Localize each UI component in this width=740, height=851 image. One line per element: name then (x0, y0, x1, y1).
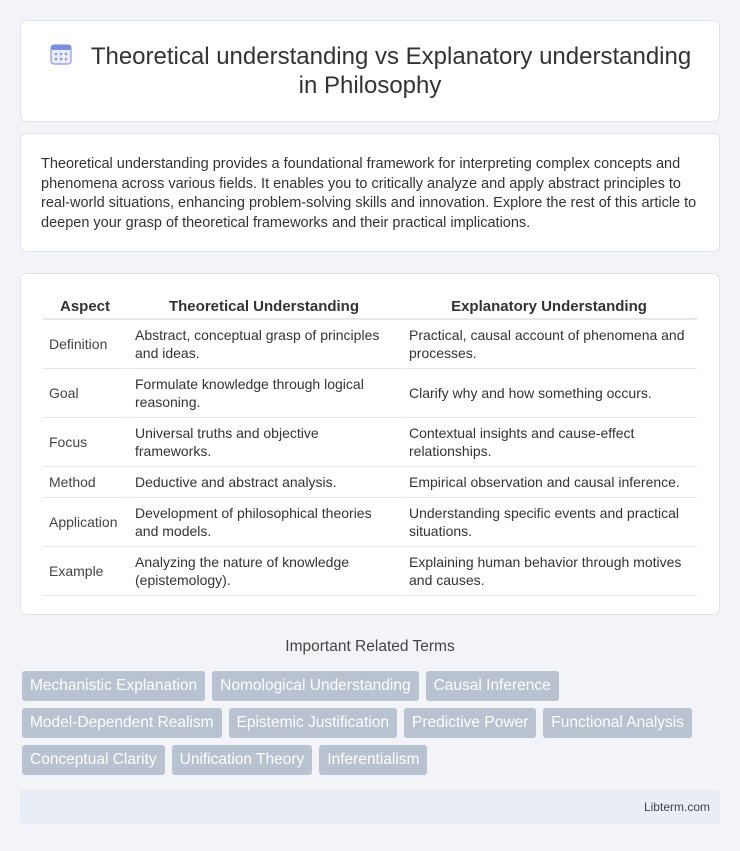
row-explanatory: Clarify why and how something occurs. (401, 369, 697, 418)
related-term-tag[interactable]: Causal Inference (426, 671, 559, 701)
footer (20, 790, 720, 824)
footer-brand-link[interactable]: Libterm.com (643, 800, 710, 814)
related-terms-list (22, 671, 718, 775)
row-explanatory: Understanding specific events and practical situations. (401, 498, 697, 547)
related-term-tag[interactable]: Conceptual Clarity (22, 745, 165, 775)
title-card (20, 20, 720, 122)
row-explanatory: Practical, causal account of phenomena and processes. (401, 320, 697, 369)
row-theoretical: Development of philosophical theories and models. (127, 498, 401, 547)
row-explanatory: Explaining human behavior through motives and causes. (401, 547, 697, 596)
table-row (43, 547, 697, 596)
intro-card (20, 133, 720, 252)
row-theoretical: Universal truths and objective frameworks. (127, 418, 401, 467)
intro-paragraph: Theoretical understanding provides a foundational framework for interpreting complex concepts and phenomena across various fields. It enables you to critically analyze and apply abstract principles to real-world situations, enhancing problem-solving skills and innovation. Explore the rest of this article to deepen your grasp of theoretical frameworks and their practical implications. (41, 156, 697, 231)
calendar-icon (49, 42, 73, 66)
comparison-table-card (20, 273, 720, 615)
related-term-tag[interactable]: Inferentialism (319, 745, 427, 775)
header-aspect: Aspect (43, 296, 127, 320)
row-theoretical: Deductive and abstract analysis. (127, 467, 401, 498)
related-term-tag[interactable]: Epistemic Justification (229, 708, 397, 738)
table-header-row (43, 296, 697, 320)
related-term-tag[interactable]: Model-Dependent Realism (22, 708, 222, 738)
related-terms-heading: Important Related Terms (285, 638, 455, 655)
table-row (43, 418, 697, 467)
comparison-table (43, 296, 697, 596)
header-theoretical: Theoretical Understanding (127, 296, 401, 320)
page-title-text: Theoretical understanding vs Explanatory understanding in Philosophy (90, 43, 692, 99)
page-title (43, 42, 697, 100)
table-row (43, 369, 697, 418)
related-term-tag[interactable]: Nomological Understanding (212, 671, 418, 701)
row-aspect: Method (43, 467, 127, 498)
related-term-tag[interactable]: Predictive Power (404, 708, 536, 738)
table-row (43, 467, 697, 498)
row-theoretical: Formulate knowledge through logical reasoning. (127, 369, 401, 418)
row-aspect: Application (43, 498, 127, 547)
row-aspect: Definition (43, 320, 127, 369)
row-explanatory: Empirical observation and causal inference. (401, 467, 697, 498)
related-term-tag[interactable]: Functional Analysis (543, 708, 692, 738)
row-aspect: Focus (43, 418, 127, 467)
header-explanatory: Explanatory Understanding (401, 296, 697, 320)
row-theoretical: Analyzing the nature of knowledge (epistemology). (127, 547, 401, 596)
row-theoretical: Abstract, conceptual grasp of principles and ideas. (127, 320, 401, 369)
table-row (43, 320, 697, 369)
row-explanatory: Contextual insights and cause-effect relationships. (401, 418, 697, 467)
related-term-tag[interactable]: Mechanistic Explanation (22, 671, 205, 701)
related-term-tag[interactable]: Unification Theory (172, 745, 313, 775)
row-aspect: Example (43, 547, 127, 596)
row-aspect: Goal (43, 369, 127, 418)
table-row (43, 498, 697, 547)
